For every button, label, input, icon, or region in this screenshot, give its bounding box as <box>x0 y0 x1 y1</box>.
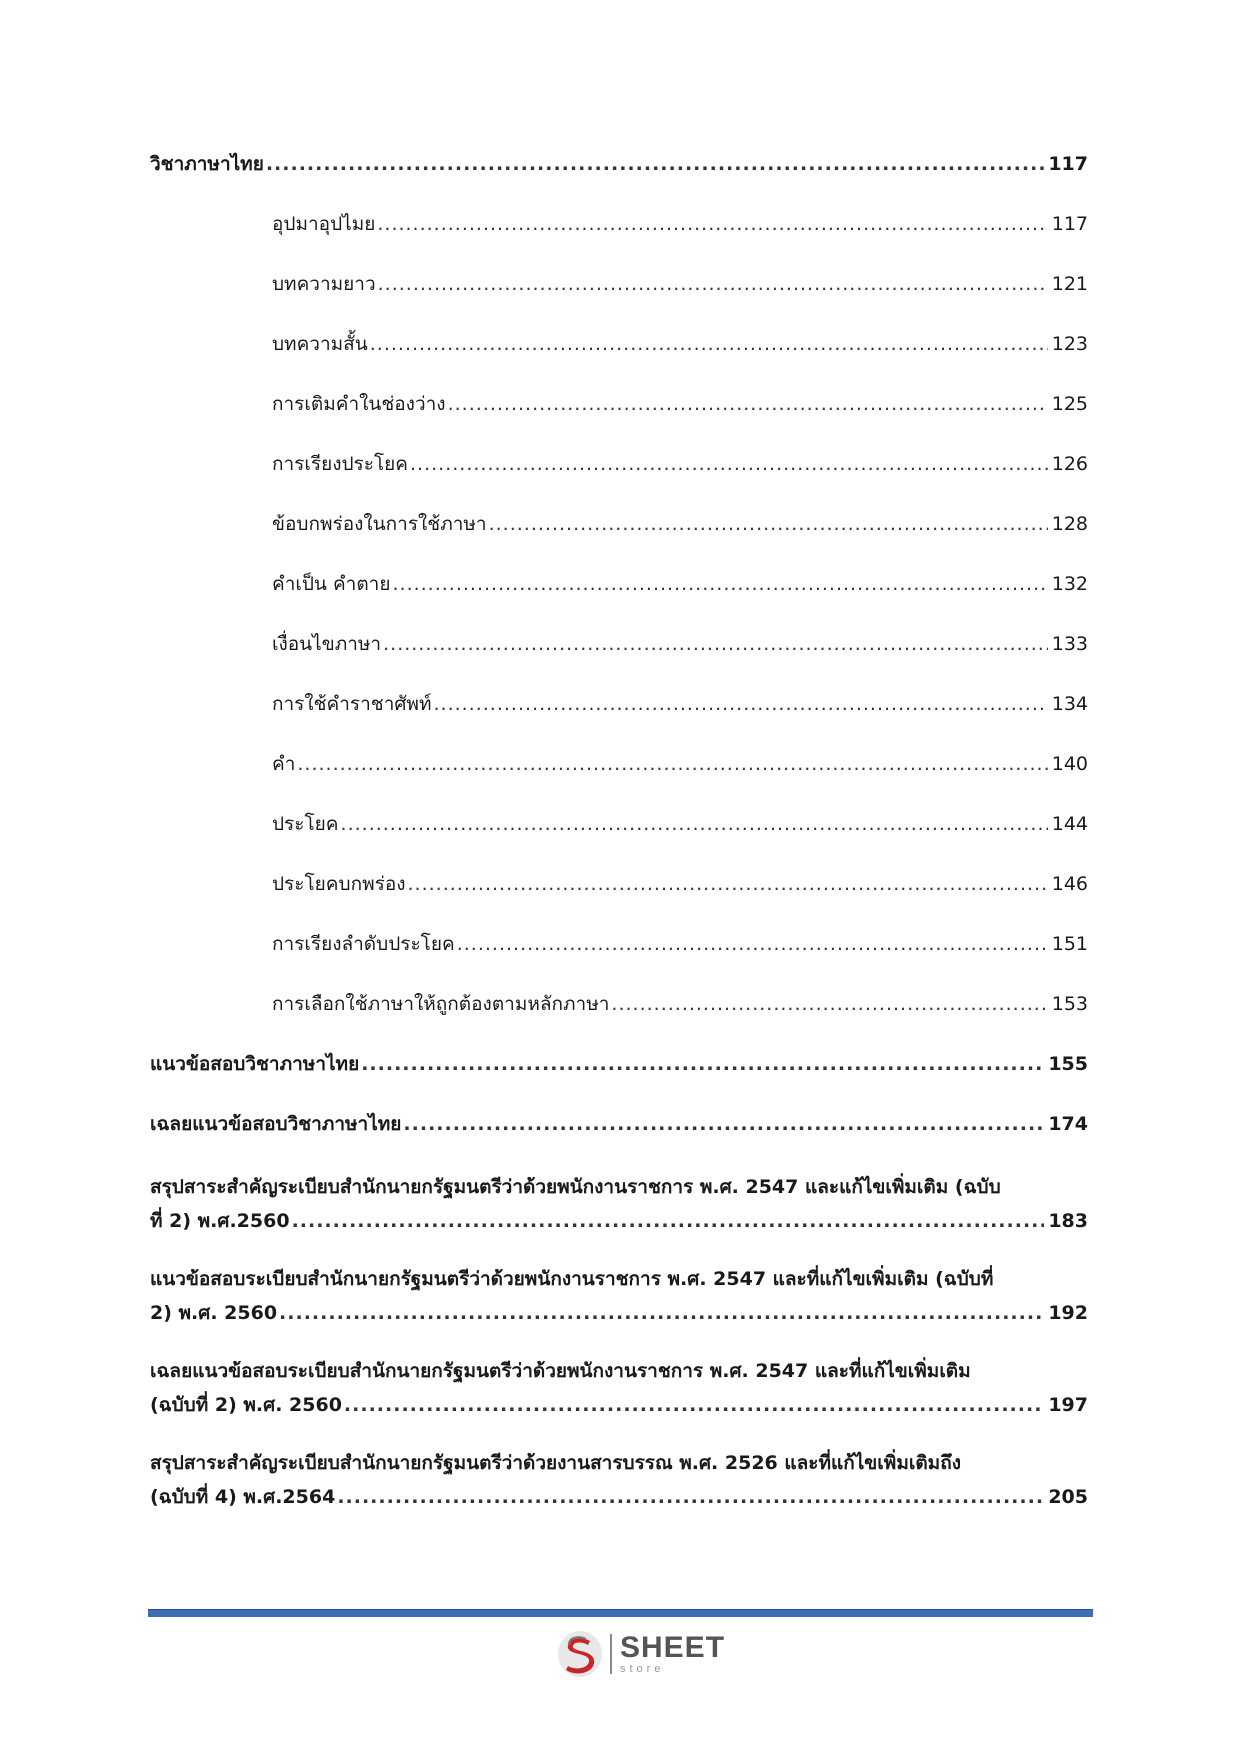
toc-page-number: 183 <box>1048 1210 1088 1232</box>
toc-subentry[interactable] <box>150 810 1088 838</box>
toc-page-number: 174 <box>1048 1113 1088 1135</box>
toc-entry[interactable] <box>150 1110 1088 1138</box>
toc-entry-title: เฉลยแนวข้อสอบวิชาภาษาไทย <box>150 1113 402 1135</box>
toc-leader-dots <box>370 330 1048 358</box>
toc-leader-dots <box>448 390 1048 418</box>
toc-leader-dots <box>378 270 1048 298</box>
toc-entry-title: คำเป็น คำตาย <box>272 573 391 595</box>
toc-entry-title: เงื่อนไขภาษา <box>272 633 382 655</box>
toc-page-number: 117 <box>1048 153 1088 175</box>
toc-page-number: 117 <box>1051 213 1088 235</box>
toc-leader-dots <box>403 1110 1044 1138</box>
toc-entry[interactable] <box>150 1170 1088 1238</box>
toc-subentry[interactable] <box>150 750 1088 778</box>
toc-subentry[interactable] <box>150 870 1088 898</box>
toc-entry-title: ประโยค <box>272 813 339 835</box>
toc-leader-dots <box>392 570 1047 598</box>
toc-entry-title-cont: (ฉบับที่ 4) พ.ศ.2564 <box>150 1486 336 1508</box>
footer-divider <box>148 1609 1093 1617</box>
toc-leader-dots <box>489 510 1048 538</box>
toc-leader-dots <box>341 810 1048 838</box>
toc-page-number: 134 <box>1051 693 1088 715</box>
toc-leader-dots <box>457 930 1048 958</box>
table-of-contents <box>150 150 1088 1538</box>
toc-entry[interactable] <box>150 150 1088 178</box>
logo-word: SHEET <box>620 1631 726 1664</box>
toc-entry-title: ประโยคบกพร่อง <box>272 873 406 895</box>
logo-subword: store <box>620 1663 665 1675</box>
toc-entry[interactable] <box>150 1446 1088 1514</box>
toc-subentry[interactable] <box>150 990 1088 1018</box>
sheet-store-logo <box>556 1628 725 1680</box>
toc-leader-dots <box>337 1480 1044 1514</box>
toc-subentry[interactable] <box>150 330 1088 358</box>
toc-page-number: 121 <box>1051 273 1088 295</box>
toc-page-number: 125 <box>1051 393 1088 415</box>
toc-entry-title: บทความสั้น <box>272 333 368 355</box>
toc-entry-title: วิชาภาษาไทย <box>150 153 264 175</box>
toc-entry[interactable] <box>150 1262 1088 1330</box>
toc-subentry[interactable] <box>150 390 1088 418</box>
toc-entry-title-cont: (ฉบับที่ 2) พ.ศ. 2560 <box>150 1394 342 1416</box>
toc-entry[interactable] <box>150 1050 1088 1078</box>
toc-leader-dots <box>408 870 1048 898</box>
toc-subentry[interactable] <box>150 450 1088 478</box>
toc-entry[interactable] <box>150 1354 1088 1422</box>
toc-leader-dots <box>433 690 1047 718</box>
logo-separator <box>610 1634 612 1674</box>
toc-leader-dots <box>383 630 1048 658</box>
toc-page-number: 151 <box>1051 933 1088 955</box>
toc-entry-title: ข้อบกพร่องในการใช้ภาษา <box>272 513 487 535</box>
toc-entry-title: แนวข้อสอบวิชาภาษาไทย <box>150 1053 360 1075</box>
toc-entry-title: การเลือกใช้ภาษาให้ถูกต้องตามหลักภาษา <box>272 993 610 1015</box>
toc-page-number: 126 <box>1051 453 1088 475</box>
toc-leader-dots <box>297 750 1047 778</box>
toc-page-number: 140 <box>1051 753 1088 775</box>
toc-page-number: 133 <box>1051 633 1088 655</box>
toc-entry-title: บทความยาว <box>272 273 376 295</box>
s-logo-icon <box>556 1629 604 1679</box>
toc-leader-dots <box>292 1204 1045 1238</box>
toc-page-number: 128 <box>1051 513 1088 535</box>
toc-entry-title: การใช้คำราชาศัพท์ <box>272 693 432 715</box>
toc-subentry[interactable] <box>150 510 1088 538</box>
toc-subentry[interactable] <box>150 270 1088 298</box>
toc-entry-title: แนวข้อสอบระเบียบสำนักนายกรัฐมนตรีว่าด้วยพนักงานราชการ พ.ศ. 2547 และที่แก้ไขเพิ่มเติม (ฉบับที่ <box>150 1268 994 1290</box>
toc-leader-dots <box>361 1050 1044 1078</box>
toc-entry-title: อุปมาอุปไมย <box>272 213 376 235</box>
toc-subentry[interactable] <box>150 630 1088 658</box>
toc-page-number: 205 <box>1048 1486 1088 1508</box>
toc-entry-title: คำ <box>272 753 296 775</box>
toc-entry-title: สรุปสาระสำคัญระเบียบสำนักนายกรัฐมนตรีว่าด้วยพนักงานราชการ พ.ศ. 2547 และแก้ไขเพิ่มเติม (ฉบับ <box>150 1176 1001 1198</box>
toc-leader-dots <box>279 1296 1044 1330</box>
toc-leader-dots <box>611 990 1047 1018</box>
toc-entry-title: เฉลยแนวข้อสอบระเบียบสำนักนายกรัฐมนตรีว่าด้วยพนักงานราชการ พ.ศ. 2547 และที่แก้ไขเพิ่มเติม <box>150 1360 971 1382</box>
toc-page-number: 132 <box>1051 573 1088 595</box>
toc-page-number: 192 <box>1048 1302 1088 1324</box>
toc-entry-title: การเรียงประโยค <box>272 453 409 475</box>
toc-leader-dots <box>410 450 1048 478</box>
toc-leader-dots <box>377 210 1047 238</box>
toc-subentry[interactable] <box>150 690 1088 718</box>
toc-page-number: 123 <box>1051 333 1088 355</box>
toc-leader-dots <box>266 150 1044 178</box>
toc-subentry[interactable] <box>150 570 1088 598</box>
toc-page-number: 146 <box>1051 873 1088 895</box>
toc-subentry[interactable] <box>150 930 1088 958</box>
logo-text <box>620 1633 725 1675</box>
toc-subentry[interactable] <box>150 210 1088 238</box>
toc-entry-title: การเติมคำในช่องว่าง <box>272 393 446 415</box>
toc-page-number: 144 <box>1051 813 1088 835</box>
toc-entry-title-cont: ที่ 2) พ.ศ.2560 <box>150 1210 290 1232</box>
toc-leader-dots <box>344 1388 1044 1422</box>
toc-page-number: 197 <box>1048 1394 1088 1416</box>
toc-page-number: 153 <box>1051 993 1088 1015</box>
toc-entry-title-cont: 2) พ.ศ. 2560 <box>150 1302 278 1324</box>
toc-entry-title: การเรียงลำดับประโยค <box>272 933 455 955</box>
toc-page-number: 155 <box>1048 1053 1088 1075</box>
toc-entry-title: สรุปสาระสำคัญระเบียบสำนักนายกรัฐมนตรีว่าด้วยงานสารบรรณ พ.ศ. 2526 และที่แก้ไขเพิ่มเติมถึง <box>150 1452 961 1474</box>
